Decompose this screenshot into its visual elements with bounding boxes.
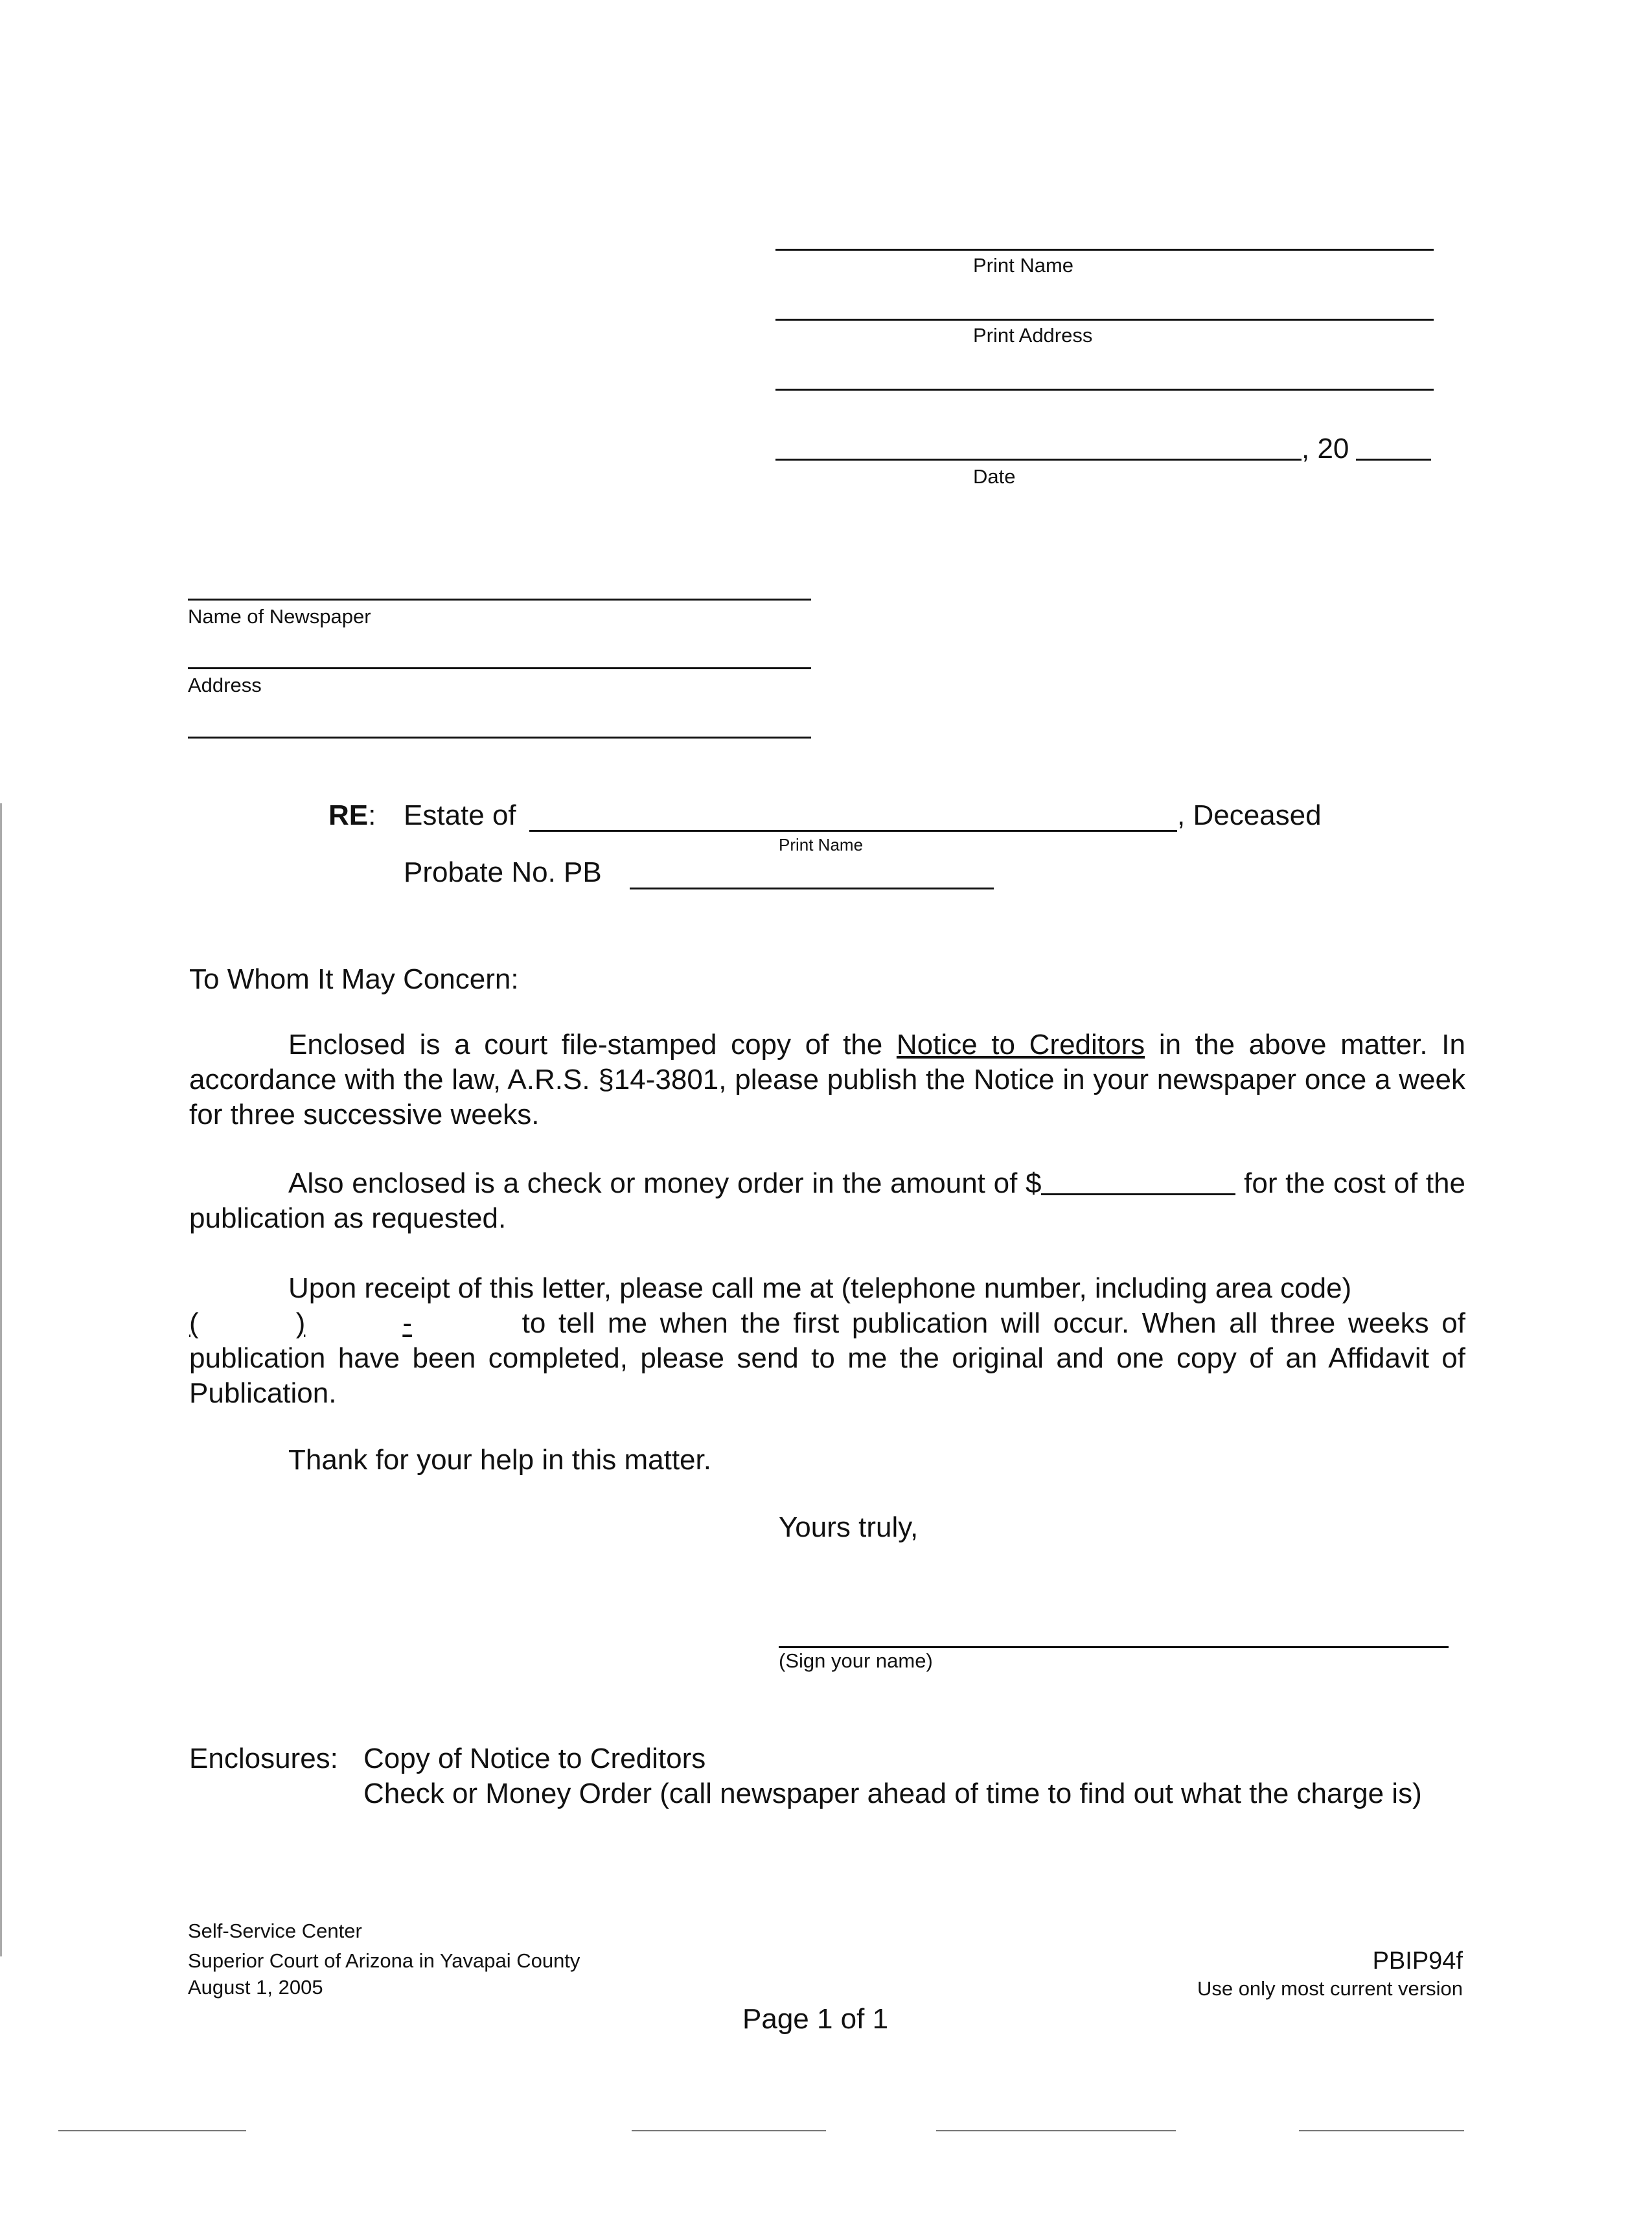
p2-text-after: for the cost of the publication as requested. — [189, 1167, 1465, 1234]
p1-text-before: Enclosed is a court file-stamped copy of the — [288, 1029, 897, 1060]
scan-artifact-line — [632, 2130, 826, 2131]
date-year-prefix: , 20 — [1302, 433, 1349, 464]
paragraph-phone-line1: Upon receipt of this letter, please call me at (telephone number, including area code) — [288, 1272, 1352, 1304]
p2-text-before: Also enclosed is a check or money order in the amount of $ — [288, 1167, 1042, 1199]
page-number: Page 1 of 1 — [742, 2003, 889, 2035]
paragraph-payment — [189, 1166, 1465, 1236]
phone-paren-close: ) — [295, 1307, 306, 1339]
date-line[interactable] — [775, 459, 1302, 461]
print-address-line-1[interactable] — [775, 319, 1434, 321]
enclosure-item-notice: Copy of Notice to Creditors — [363, 1743, 706, 1774]
probate-label: Probate No. PB — [404, 856, 602, 888]
enclosure-item-payment: Check or Money Order (call newspaper ahead of time to find out what the charge is) — [363, 1778, 1422, 1809]
newspaper-address-line-1[interactable] — [188, 667, 811, 669]
date-label: Date — [973, 465, 1016, 488]
paragraph-phone — [189, 1306, 1465, 1411]
footer-date: August 1, 2005 — [188, 1976, 323, 1999]
thanks-line: Thank for your help in this matter. — [288, 1444, 711, 1476]
p1-text-after: in the above matter. In accordance with the law, A.R.S. §14-3801, please publish the Notice in your newspaper once a week for three successive weeks. — [189, 1029, 1465, 1130]
sign-your-name-label: (Sign your name) — [779, 1649, 933, 1672]
newspaper-name-line[interactable] — [188, 599, 811, 601]
scan-artifact-line — [58, 2130, 246, 2131]
signature-line[interactable] — [779, 1646, 1449, 1648]
print-address-line-2[interactable] — [775, 389, 1434, 391]
footer-form-code: PBIP94f — [1372, 1947, 1463, 1975]
phone-dash: - — [402, 1307, 412, 1339]
phone-area-code-field[interactable] — [189, 1307, 509, 1339]
print-name-line[interactable] — [775, 249, 1434, 251]
amount-blank[interactable] — [1041, 1167, 1235, 1195]
salutation: To Whom It May Concern: — [189, 963, 519, 995]
estate-print-name-sublabel: Print Name — [779, 835, 864, 854]
scan-artifact-line — [1299, 2130, 1464, 2131]
re-label: RE — [328, 799, 369, 831]
date-year-line[interactable] — [1356, 459, 1431, 461]
estate-of-label: Estate of — [404, 799, 516, 831]
footer-center-name: Self-Service Center — [188, 1920, 362, 1942]
estate-name-line[interactable] — [529, 830, 1177, 832]
deceased-label: , Deceased — [1177, 799, 1322, 831]
print-address-label: Print Address — [973, 324, 1093, 347]
paragraph-notice — [189, 1027, 1465, 1132]
re-colon: : — [368, 799, 376, 831]
probate-number-line[interactable] — [630, 888, 994, 889]
p3-text-after: to tell me when the first publication will occur. When all three weeks of publication have been completed, please send to me the original and one copy of an Affidavit of Publication. — [189, 1307, 1465, 1409]
re-heading — [328, 798, 376, 833]
enclosures-label: Enclosures: — [189, 1743, 338, 1774]
scan-edge — [0, 803, 2, 1956]
newspaper-address-label: Address — [188, 674, 262, 696]
footer-court-name: Superior Court of Arizona in Yavapai County — [188, 1949, 580, 1972]
closing-line: Yours truly, — [779, 1511, 919, 1543]
notice-to-creditors-link: Notice to Creditors — [896, 1029, 1145, 1060]
phone-paren-open: ( — [189, 1307, 199, 1339]
print-name-label: Print Name — [973, 254, 1074, 277]
scan-artifact-line — [936, 2130, 1176, 2131]
newspaper-address-line-2[interactable] — [188, 737, 811, 739]
footer-version-note: Use only most current version — [1197, 1977, 1463, 2000]
newspaper-name-label: Name of Newspaper — [188, 605, 371, 628]
